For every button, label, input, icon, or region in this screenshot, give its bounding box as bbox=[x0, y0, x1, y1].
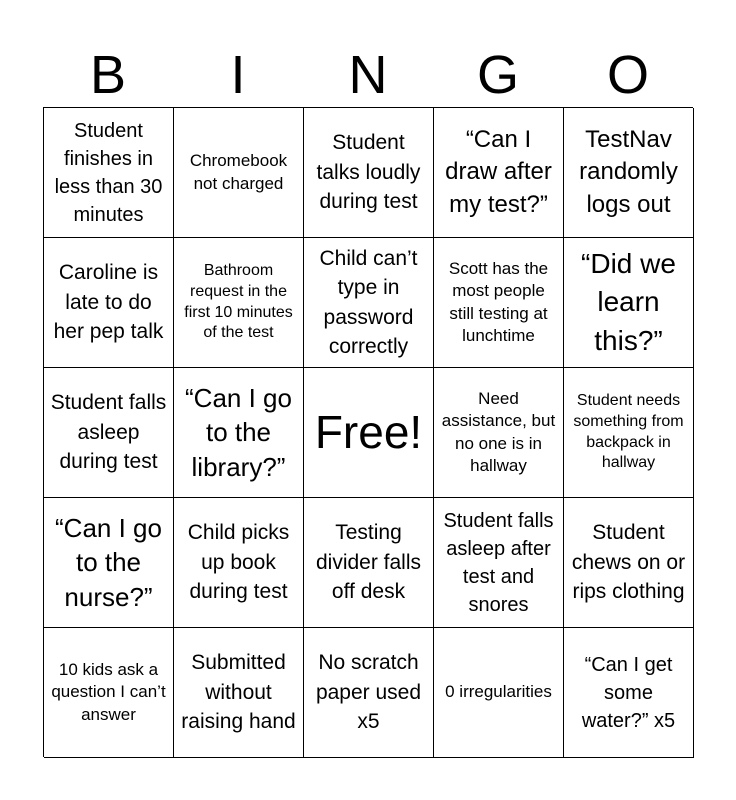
header-letter-o: O bbox=[606, 45, 649, 105]
free-space-cell[interactable]: Free! bbox=[304, 368, 434, 498]
bingo-cell[interactable]: Student talks loudly during test bbox=[304, 108, 434, 238]
bingo-cell[interactable]: Chromebook not charged bbox=[174, 108, 304, 238]
bingo-grid bbox=[43, 107, 693, 757]
bingo-header bbox=[43, 42, 693, 108]
bingo-cell[interactable]: Child can’t type in password correctly bbox=[304, 238, 434, 368]
bingo-cell[interactable]: “Can I get some water?” x5 bbox=[564, 628, 694, 758]
bingo-cell[interactable]: Child picks up book during test bbox=[174, 498, 304, 628]
header-letter-b: B bbox=[89, 45, 127, 105]
bingo-cell[interactable]: TestNav randomly logs out bbox=[564, 108, 694, 238]
bingo-cell[interactable]: “Can I go to the nurse?” bbox=[44, 498, 174, 628]
bingo-cell[interactable]: “Did we learn this?” bbox=[564, 238, 694, 368]
bingo-cell[interactable]: Submitted without raising hand bbox=[174, 628, 304, 758]
header-letter-g: G bbox=[476, 45, 519, 105]
bingo-cell[interactable]: Student chews on or rips clothing bbox=[564, 498, 694, 628]
bingo-cell[interactable]: Testing divider falls off desk bbox=[304, 498, 434, 628]
bingo-cell[interactable]: 10 kids ask a question I can’t answer bbox=[44, 628, 174, 758]
bingo-cell[interactable]: Student finishes in less than 30 minutes bbox=[44, 108, 174, 238]
bingo-cell[interactable]: Bathroom request in the first 10 minutes of the test bbox=[174, 238, 304, 368]
bingo-cell[interactable]: Need assistance, but no one is in hallway bbox=[434, 368, 564, 498]
bingo-cell[interactable]: Caroline is late to do her pep talk bbox=[44, 238, 174, 368]
header-letter-n: N bbox=[348, 45, 388, 105]
bingo-cell[interactable]: 0 irregularities bbox=[434, 628, 564, 758]
bingo-cell[interactable]: Student needs something from backpack in hallway bbox=[564, 368, 694, 498]
bingo-cell[interactable]: No scratch paper used x5 bbox=[304, 628, 434, 758]
header-letter-i: I bbox=[230, 45, 246, 105]
bingo-cell[interactable]: “Can I go to the library?” bbox=[174, 368, 304, 498]
bingo-cell[interactable]: Student falls asleep during test bbox=[44, 368, 174, 498]
bingo-cell[interactable]: Student falls asleep after test and snores bbox=[434, 498, 564, 628]
bingo-cell[interactable]: “Can I draw after my test?” bbox=[434, 108, 564, 238]
bingo-cell[interactable]: Scott has the most people still testing at lunchtime bbox=[434, 238, 564, 368]
